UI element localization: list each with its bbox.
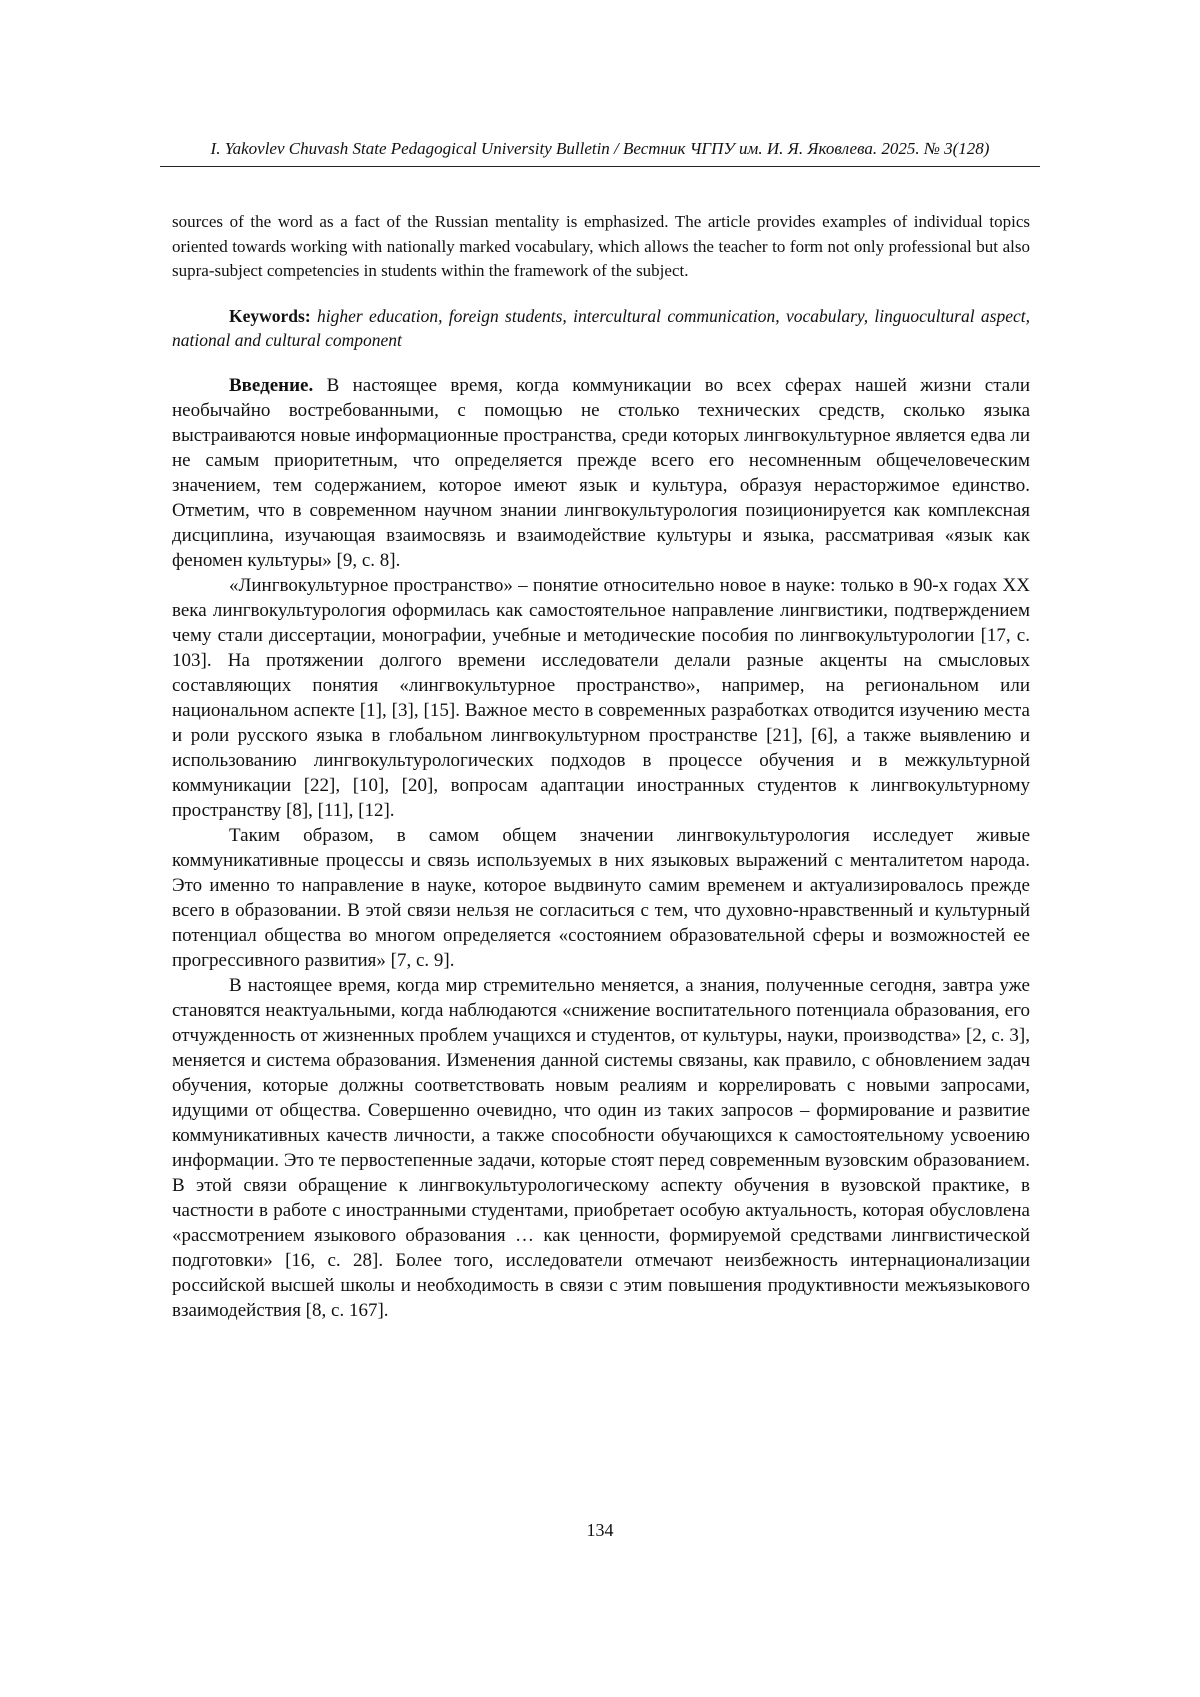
paragraph-2: «Лингвокультурное пространство» – понятие относительно новое в науке: только в 90-х годах XX века лингвокультурология оформилась как самостоятельное направление лингвистики, подтверждением чему стали диссертации, монографии, учебные и методические пособия по лингвокультурологии [17, с. 103]. На протяжении долгого времени исследователи делали разные акценты на смысловых составляющих понятия «лингвокультурное пространство», например, на региональном или национальном аспекте [1], [3], [15]. Важное место в современных разработках отводится изучению места и роли русского языка в глобальном лингвокультурном пространстве [21], [6], а также выявлению и использованию лингвокультурологических подходов в процессе обучения и в межкультурной коммуникации [22], [10], [20], вопросам адаптации иностранных студентов к лингвокультурному пространству [8], [11], [12]. (172, 574, 1030, 821)
paragraph-introduction (172, 373, 1030, 573)
paragraph-4: В настоящее время, когда мир стремительно меняется, а знания, полученные сегодня, завтра уже становятся неактуальными, когда наблюдаются «снижение воспитательного потенциала образования, его отчужденность от жизненных проблем учащихся и студентов, от культуры, науки, производства» [2, с. 3], меняется и система образования. Изменения данной системы связаны, как правило, с обновлением задач обучения, которые должны соответствовать новым реалиям и коррелировать с новыми запросами, идущими от общества. Совершенно очевидно, что один из таких запросов – формирование и развитие коммуникативных качеств личности, а также способности обучающихся к самостоятельному усвоению информации. Это те первостепенные задачи, которые стоят перед современным вузовским образованием. В этой связи обращение к лингвокультурологическому аспекту обучения в вузовской практике, в частности в работе с иностранными студентами, приобретает особую актуальность, которая обусловлена «рассмотрением языкового образования … как ценности, формируемой средствами лингвистической подготовки» [16, с. 28]. Более того, исследователи отмечают неизбежность интернационализации российской высшей школы и необходимость в связи с этим повышения продуктивности межъязыкового взаимодействия [8, с. 167]. (172, 974, 1030, 1321)
abstract-continuation: sources of the word as a fact of the Russian mentality is emphasized. The article provides examples of individual topics oriented towards working with nationally marked vocabulary, which allows the teacher to form not only professional but also supra-subject competencies in students within the framework of the subject. (172, 212, 1030, 280)
running-header: I. Yakovlev Chuvash State Pedagogical University Bulletin / Вестник ЧГПУ им. И. Я. Яковлева. 2025. № 3(128) (210, 139, 990, 158)
paragraph-3: Таким образом, в самом общем значении лингвокультурология исследует живые коммуникативные процессы и связь используемых в них языковых выражений с менталитетом народа. Это именно то направление в науке, которое выдвинуто самим временем и актуализировалось прежде всего в образовании. В этой связи нельзя не согласиться с тем, что духовно-нравственный и культурный потенциал общества во многом определяется «состоянием образовательной сферы и возможностей ее прогрессивного развития» [7, с. 9]. (172, 824, 1030, 971)
header-rule (160, 166, 1040, 167)
paragraph-1-text: В настоящее время, когда коммуникации во всех сферах нашей жизни стали необычайно востребованными, с помощью не столько технических средств, сколько языка выстраиваются новые информационные пространства, среди которых лингвокультурное является едва ли не самым приоритетным, что определяется прежде всего его несомненным общечеловеческим значением, тем содержанием, которое имеют язык и культура, образуя нерасторжимое единство. Отметим, что в современном научном знании лингвокультурология позиционируется как комплексная дисциплина, изучающая взаимосвязь и взаимодействие культуры и языка, рассматривая «язык как феномен культуры» [9, с. 8]. (172, 374, 1030, 571)
keywords (172, 304, 1030, 352)
keywords-list: higher education, foreign students, intercultural communication, vocabulary, linguocultural aspect, national and cultural component (172, 305, 1031, 350)
keywords-label: Keywords: (229, 305, 311, 326)
page-content (172, 210, 1030, 1323)
page-number: 134 (586, 1520, 614, 1540)
section-heading-introduction: Введение. (229, 374, 314, 396)
